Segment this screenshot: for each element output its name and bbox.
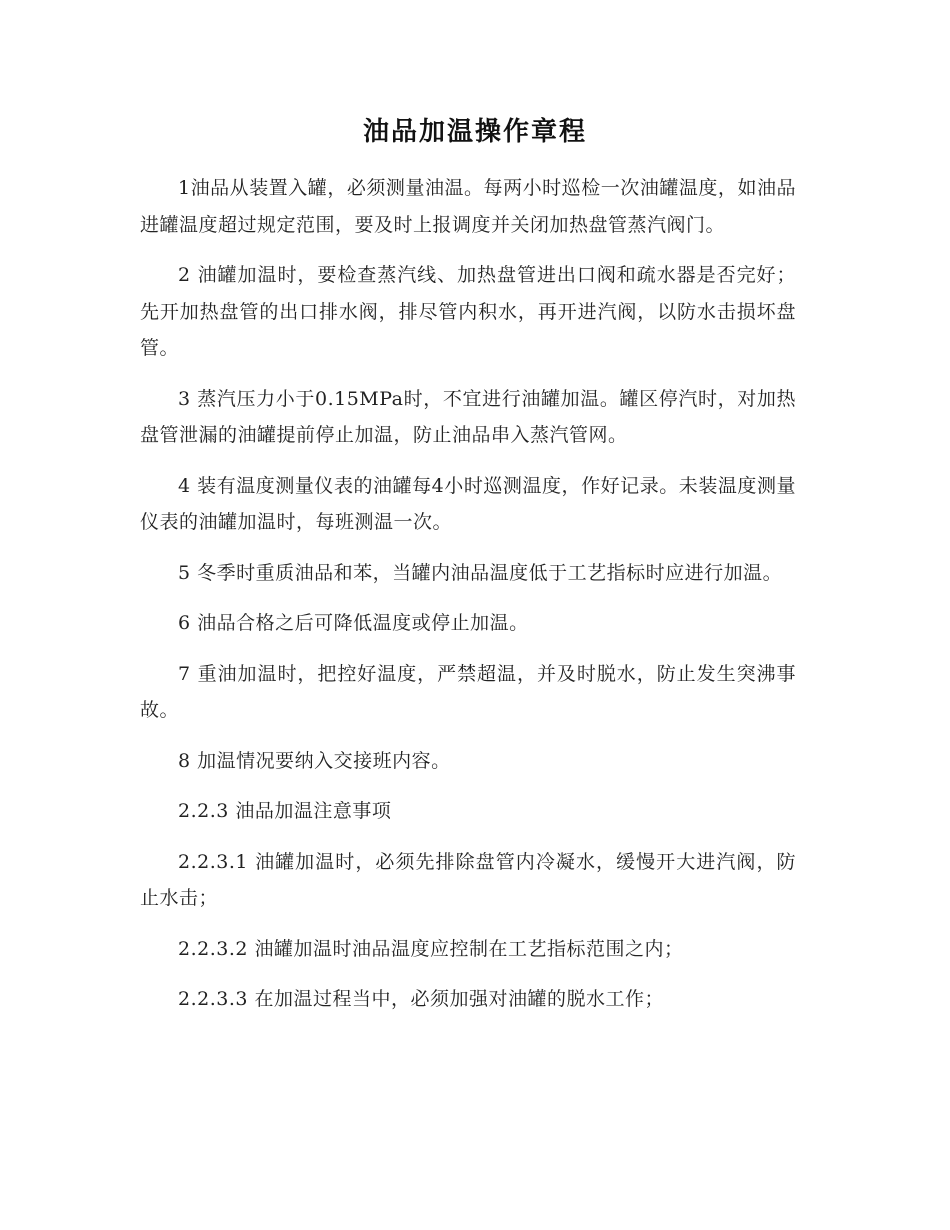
document-body [140, 170, 796, 1032]
paragraph-4: 4 装有温度测量仪表的油罐每4小时巡测温度，作好记录。未装温度测量仪表的油罐加温时，每班测温一次。 [140, 474, 796, 533]
paragraph-2: 2 油罐加温时，要检查蒸汽线、加热盘管进出口阀和疏水器是否完好；先开加热盘管的出口排水阀，排尽管内积水，再开进汽阀，以防水击损坏盘管。 [140, 264, 796, 359]
paragraph-2-2-3-3: 2.2.3.3 在加温过程当中，必须加强对油罐的脱水工作； [178, 988, 665, 1010]
page-title: 油品加温操作章程 [362, 117, 587, 147]
paragraph-7: 7 重油加温时，把控好温度，严禁超温，并及时脱水，防止发生突沸事故。 [140, 662, 796, 721]
paragraph-3: 3 蒸汽压力小于0.15MPa时，不宜进行油罐加温。罐区停汽时，对加热盘管泄漏的油罐提前停止加温，防止油品串入蒸汽管网。 [140, 387, 796, 446]
section-heading-2-2-3: 2.2.3 油品加温注意事项 [178, 800, 392, 822]
paragraph-2-2-3-1: 2.2.3.1 油罐加温时，必须先排除盘管内冷凝水，缓慢开大进汽阀，防止水击； [140, 850, 796, 909]
paragraph-1: 1油品从装置入罐，必须测量油温。每两小时巡检一次油罐温度，如油品进罐温度超过规定范围，要及时上报调度并关闭加热盘管蒸汽阀门。 [140, 177, 796, 236]
paragraph-5: 5 冬季时重质油品和苯，当罐内油品温度低于工艺指标时应进行加温。 [178, 561, 783, 584]
paragraph-2-2-3-2: 2.2.3.2 油罐加温时油品温度应控制在工艺指标范围之内； [178, 937, 684, 960]
paragraph-6: 6 油品合格之后可降低温度或停止加温。 [178, 612, 529, 634]
paragraph-8: 8 加温情况要纳入交接班内容。 [178, 749, 451, 772]
